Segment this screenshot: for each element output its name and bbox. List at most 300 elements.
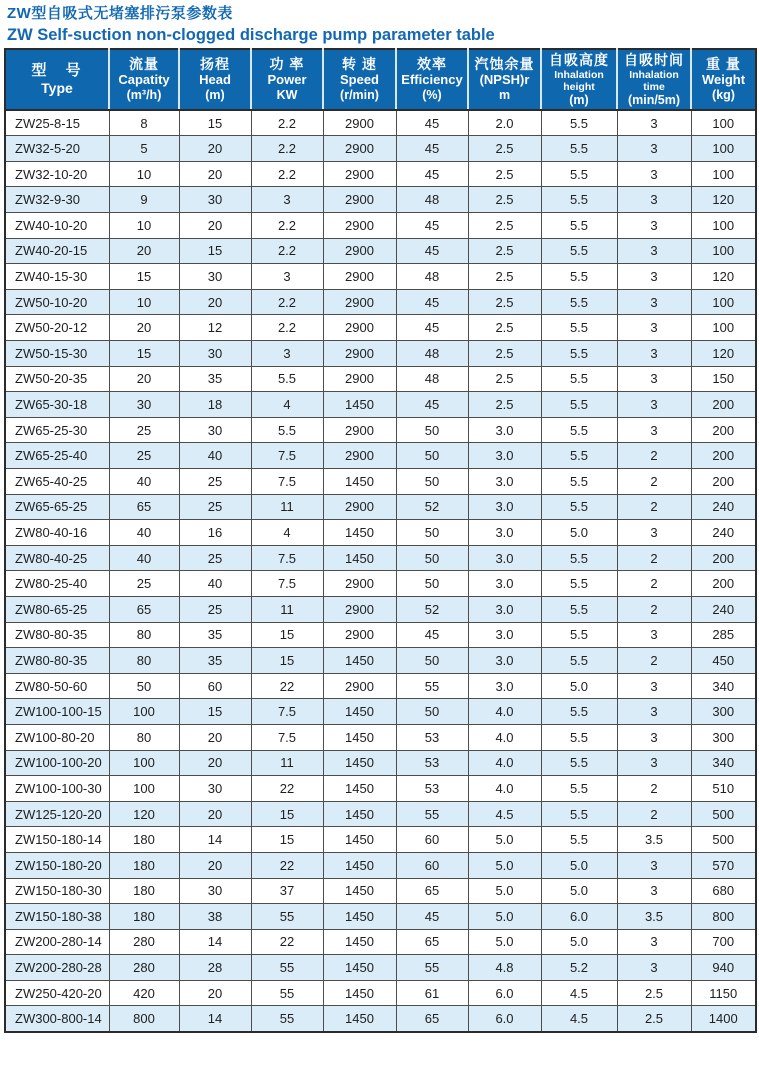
cell: 7.5 xyxy=(251,699,323,725)
cell: 7.5 xyxy=(251,545,323,571)
cell: 3 xyxy=(617,699,691,725)
cell: 240 xyxy=(691,596,756,622)
cell: 5.0 xyxy=(541,878,617,904)
cell: 52 xyxy=(396,494,468,520)
cell: 4 xyxy=(251,392,323,418)
cell: 11 xyxy=(251,596,323,622)
cell: 15 xyxy=(179,110,251,136)
cell: 2 xyxy=(617,494,691,520)
cell: 5.0 xyxy=(541,852,617,878)
cell: 5.5 xyxy=(541,161,617,187)
cell: 2900 xyxy=(323,417,396,443)
cell: 60 xyxy=(179,673,251,699)
cell: 5.0 xyxy=(468,878,541,904)
column-header-cn: 流量 xyxy=(129,56,159,73)
cell: 50 xyxy=(396,699,468,725)
cell: 1450 xyxy=(323,520,396,546)
cell: 3 xyxy=(251,264,323,290)
cell: 450 xyxy=(691,648,756,674)
cell-type: ZW80-65-25 xyxy=(5,596,109,622)
cell: 5.5 xyxy=(541,392,617,418)
cell-type: ZW200-280-14 xyxy=(5,929,109,955)
cell: 20 xyxy=(179,724,251,750)
column-header-unit: (min/5m) xyxy=(627,92,681,107)
column-header-power xyxy=(251,49,323,110)
cell: 5.5 xyxy=(541,341,617,367)
column-header-weight xyxy=(691,49,756,110)
table-row xyxy=(5,161,756,187)
cell: 20 xyxy=(109,366,179,392)
cell-type: ZW150-180-20 xyxy=(5,852,109,878)
cell: 3.0 xyxy=(468,417,541,443)
column-header-unit: (m³/h) xyxy=(126,88,162,103)
cell: 5.0 xyxy=(468,827,541,853)
column-header-en: (NPSH)r xyxy=(479,72,530,88)
cell: 5.5 xyxy=(541,571,617,597)
cell: 18 xyxy=(179,392,251,418)
cell: 240 xyxy=(691,494,756,520)
cell: 2900 xyxy=(323,110,396,136)
cell: 2900 xyxy=(323,341,396,367)
cell: 3 xyxy=(617,520,691,546)
cell: 2900 xyxy=(323,571,396,597)
table-row xyxy=(5,929,756,955)
cell: 2 xyxy=(617,545,691,571)
table-row xyxy=(5,238,756,264)
table-row xyxy=(5,366,756,392)
cell: 2900 xyxy=(323,596,396,622)
cell: 5.5 xyxy=(541,622,617,648)
cell: 5.5 xyxy=(541,187,617,213)
cell: 14 xyxy=(179,929,251,955)
cell: 800 xyxy=(109,1006,179,1032)
cell: 6.0 xyxy=(541,904,617,930)
cell: 5.5 xyxy=(541,827,617,853)
table-row xyxy=(5,289,756,315)
cell: 5.5 xyxy=(541,596,617,622)
cell: 3 xyxy=(251,341,323,367)
cell: 2.5 xyxy=(468,392,541,418)
cell: 20 xyxy=(179,289,251,315)
table-row xyxy=(5,724,756,750)
cell: 200 xyxy=(691,469,756,495)
cell: 3.0 xyxy=(468,622,541,648)
cell: 20 xyxy=(179,213,251,239)
cell: 180 xyxy=(109,827,179,853)
cell: 22 xyxy=(251,673,323,699)
cell: 3 xyxy=(617,392,691,418)
cell: 3 xyxy=(617,289,691,315)
column-header-cn: 自吸时间 xyxy=(624,51,684,68)
cell: 14 xyxy=(179,1006,251,1032)
cell: 1450 xyxy=(323,904,396,930)
cell: 5.0 xyxy=(468,904,541,930)
cell: 14 xyxy=(179,827,251,853)
cell: 55 xyxy=(396,955,468,981)
cell: 5.5 xyxy=(541,750,617,776)
cell: 2900 xyxy=(323,622,396,648)
cell: 285 xyxy=(691,622,756,648)
cell: 3 xyxy=(617,238,691,264)
cell: 2.5 xyxy=(468,315,541,341)
cell: 2900 xyxy=(323,494,396,520)
cell: 80 xyxy=(109,648,179,674)
cell: 3 xyxy=(617,110,691,136)
cell: 40 xyxy=(109,545,179,571)
cell: 240 xyxy=(691,520,756,546)
cell: 1450 xyxy=(323,545,396,571)
cell: 7.5 xyxy=(251,571,323,597)
cell: 1450 xyxy=(323,724,396,750)
cell: 3.5 xyxy=(617,904,691,930)
cell: 2.5 xyxy=(468,341,541,367)
cell: 940 xyxy=(691,955,756,981)
cell: 30 xyxy=(179,417,251,443)
cell: 5.5 xyxy=(251,417,323,443)
cell: 3 xyxy=(617,929,691,955)
cell: 2.2 xyxy=(251,161,323,187)
cell: 2.5 xyxy=(468,136,541,162)
column-header-cn: 重 量 xyxy=(706,56,741,73)
cell: 2 xyxy=(617,571,691,597)
cell: 3 xyxy=(617,315,691,341)
column-header-unit: KW xyxy=(276,88,298,103)
column-header-en: Capatity xyxy=(118,72,170,88)
cell: 2.5 xyxy=(617,1006,691,1032)
column-header-npsh-r xyxy=(468,49,541,110)
cell-type: ZW32-10-20 xyxy=(5,161,109,187)
cell: 65 xyxy=(396,929,468,955)
table-row xyxy=(5,545,756,571)
cell: 22 xyxy=(251,776,323,802)
cell: 15 xyxy=(251,622,323,648)
cell-type: ZW80-80-35 xyxy=(5,648,109,674)
cell: 1450 xyxy=(323,955,396,981)
cell: 2900 xyxy=(323,238,396,264)
cell: 50 xyxy=(396,545,468,571)
cell: 25 xyxy=(109,443,179,469)
cell: 5.5 xyxy=(541,545,617,571)
cell: 3.0 xyxy=(468,494,541,520)
cell: 3 xyxy=(617,955,691,981)
cell-type: ZW150-180-30 xyxy=(5,878,109,904)
table-row xyxy=(5,341,756,367)
cell: 45 xyxy=(396,161,468,187)
cell: 2900 xyxy=(323,366,396,392)
cell: 15 xyxy=(109,264,179,290)
cell: 1450 xyxy=(323,469,396,495)
cell: 200 xyxy=(691,392,756,418)
cell: 10 xyxy=(109,161,179,187)
cell: 30 xyxy=(179,341,251,367)
page-title-cn: ZW型自吸式无堵塞排污泵参数表 xyxy=(7,5,233,22)
cell-type: ZW300-800-14 xyxy=(5,1006,109,1032)
cell: 65 xyxy=(396,878,468,904)
cell: 300 xyxy=(691,724,756,750)
cell: 5.0 xyxy=(468,929,541,955)
cell: 570 xyxy=(691,852,756,878)
cell: 1400 xyxy=(691,1006,756,1032)
cell-type: ZW150-180-38 xyxy=(5,904,109,930)
cell: 15 xyxy=(251,648,323,674)
cell: 2.2 xyxy=(251,136,323,162)
cell: 16 xyxy=(179,520,251,546)
cell: 30 xyxy=(179,187,251,213)
column-header-en: Speed xyxy=(339,72,379,88)
cell: 50 xyxy=(396,571,468,597)
table-row xyxy=(5,596,756,622)
cell: 2900 xyxy=(323,443,396,469)
column-header-capatity xyxy=(109,49,179,110)
cell: 65 xyxy=(109,494,179,520)
cell: 3.0 xyxy=(468,648,541,674)
cell: 55 xyxy=(251,980,323,1006)
cell: 50 xyxy=(396,520,468,546)
column-header-type xyxy=(5,49,109,110)
column-header-unit: m xyxy=(498,88,511,103)
cell: 45 xyxy=(396,238,468,264)
cell: 2 xyxy=(617,648,691,674)
cell: 2900 xyxy=(323,264,396,290)
cell-type: ZW80-40-25 xyxy=(5,545,109,571)
cell: 2900 xyxy=(323,673,396,699)
cell: 50 xyxy=(396,417,468,443)
table-row xyxy=(5,801,756,827)
table-row xyxy=(5,443,756,469)
cell: 3 xyxy=(617,366,691,392)
cell-type: ZW80-25-40 xyxy=(5,571,109,597)
cell: 3.5 xyxy=(617,827,691,853)
cell: 12 xyxy=(179,315,251,341)
cell: 45 xyxy=(396,315,468,341)
cell: 100 xyxy=(691,289,756,315)
column-header-en: Type xyxy=(41,80,73,97)
cell: 180 xyxy=(109,878,179,904)
cell: 510 xyxy=(691,776,756,802)
cell: 4 xyxy=(251,520,323,546)
cell: 500 xyxy=(691,801,756,827)
table-row xyxy=(5,648,756,674)
cell: 700 xyxy=(691,929,756,955)
cell: 60 xyxy=(396,827,468,853)
table-row xyxy=(5,417,756,443)
cell: 100 xyxy=(691,213,756,239)
cell: 15 xyxy=(251,827,323,853)
cell: 5.0 xyxy=(541,673,617,699)
table-row xyxy=(5,776,756,802)
cell: 1450 xyxy=(323,827,396,853)
cell: 120 xyxy=(691,341,756,367)
column-header-en: Weight xyxy=(701,72,746,88)
cell: 100 xyxy=(691,161,756,187)
cell: 5.5 xyxy=(541,289,617,315)
cell: 340 xyxy=(691,673,756,699)
cell: 52 xyxy=(396,596,468,622)
table-row xyxy=(5,955,756,981)
cell-type: ZW65-30-18 xyxy=(5,392,109,418)
cell: 3 xyxy=(617,852,691,878)
page-title-en: ZW Self-suction non-clogged discharge pump parameter table xyxy=(7,25,495,44)
column-header-cn: 效率 xyxy=(417,56,447,73)
cell: 100 xyxy=(109,776,179,802)
cell: 55 xyxy=(396,801,468,827)
cell-type: ZW50-20-35 xyxy=(5,366,109,392)
cell: 4.0 xyxy=(468,750,541,776)
cell: 30 xyxy=(179,878,251,904)
cell: 200 xyxy=(691,545,756,571)
cell: 28 xyxy=(179,955,251,981)
cell: 5.5 xyxy=(251,366,323,392)
cell-type: ZW40-15-30 xyxy=(5,264,109,290)
cell: 60 xyxy=(396,852,468,878)
cell: 800 xyxy=(691,904,756,930)
cell: 30 xyxy=(179,264,251,290)
column-header-cn: 汽蚀余量 xyxy=(474,56,535,73)
cell: 340 xyxy=(691,750,756,776)
cell: 7.5 xyxy=(251,469,323,495)
cell-type: ZW100-80-20 xyxy=(5,724,109,750)
cell: 4.5 xyxy=(541,1006,617,1032)
column-header-cn: 转 速 xyxy=(342,56,377,73)
cell: 20 xyxy=(179,750,251,776)
cell: 2900 xyxy=(323,213,396,239)
column-header-cn: 型 号 xyxy=(31,62,83,80)
column-header-unit: (r/min) xyxy=(340,88,379,103)
cell: 3 xyxy=(617,187,691,213)
cell: 5.5 xyxy=(541,469,617,495)
cell: 2.5 xyxy=(468,187,541,213)
table-row xyxy=(5,494,756,520)
cell: 200 xyxy=(691,443,756,469)
cell: 25 xyxy=(179,545,251,571)
cell: 3 xyxy=(617,213,691,239)
column-header-en: Head xyxy=(199,72,231,88)
cell: 2900 xyxy=(323,289,396,315)
cell: 3.0 xyxy=(468,520,541,546)
cell: 3 xyxy=(617,417,691,443)
cell-type: ZW50-10-20 xyxy=(5,289,109,315)
cell: 3.0 xyxy=(468,469,541,495)
cell-type: ZW50-15-30 xyxy=(5,341,109,367)
cell: 5.5 xyxy=(541,213,617,239)
cell: 100 xyxy=(109,750,179,776)
cell: 50 xyxy=(396,648,468,674)
cell: 5.5 xyxy=(541,238,617,264)
cell-type: ZW65-40-25 xyxy=(5,469,109,495)
column-header-unit: (kg) xyxy=(712,88,735,103)
cell: 2 xyxy=(617,776,691,802)
cell: 5.0 xyxy=(541,520,617,546)
title-block xyxy=(0,0,759,44)
cell: 5.2 xyxy=(541,955,617,981)
cell: 200 xyxy=(691,571,756,597)
cell: 2900 xyxy=(323,136,396,162)
cell: 3 xyxy=(617,673,691,699)
cell: 3.0 xyxy=(468,596,541,622)
column-header-cn: 自吸高度 xyxy=(549,51,609,68)
cell: 20 xyxy=(109,238,179,264)
table-row xyxy=(5,187,756,213)
table-header xyxy=(5,49,756,110)
cell: 5 xyxy=(109,136,179,162)
cell: 2.2 xyxy=(251,238,323,264)
cell: 1450 xyxy=(323,801,396,827)
cell: 37 xyxy=(251,878,323,904)
cell: 30 xyxy=(179,776,251,802)
cell: 4.5 xyxy=(468,801,541,827)
cell: 15 xyxy=(179,238,251,264)
cell: 80 xyxy=(109,724,179,750)
cell: 2900 xyxy=(323,187,396,213)
cell: 22 xyxy=(251,929,323,955)
cell: 20 xyxy=(179,852,251,878)
cell: 50 xyxy=(396,469,468,495)
cell: 5.0 xyxy=(468,852,541,878)
cell: 8 xyxy=(109,110,179,136)
cell: 38 xyxy=(179,904,251,930)
cell: 5.0 xyxy=(541,929,617,955)
cell: 45 xyxy=(396,289,468,315)
cell: 2.2 xyxy=(251,110,323,136)
cell: 5.5 xyxy=(541,417,617,443)
cell-type: ZW65-25-30 xyxy=(5,417,109,443)
cell: 2.5 xyxy=(468,366,541,392)
cell: 2.5 xyxy=(468,289,541,315)
cell: 2.2 xyxy=(251,315,323,341)
table-row xyxy=(5,980,756,1006)
cell: 4.0 xyxy=(468,699,541,725)
column-header-head xyxy=(179,49,251,110)
cell: 1450 xyxy=(323,878,396,904)
cell: 3.0 xyxy=(468,545,541,571)
cell: 5.5 xyxy=(541,136,617,162)
cell: 65 xyxy=(396,1006,468,1032)
table-body xyxy=(5,110,756,1031)
cell: 2900 xyxy=(323,315,396,341)
cell: 1450 xyxy=(323,929,396,955)
cell: 300 xyxy=(691,699,756,725)
cell: 55 xyxy=(251,904,323,930)
cell: 25 xyxy=(109,417,179,443)
cell: 100 xyxy=(109,699,179,725)
cell: 420 xyxy=(109,980,179,1006)
cell: 6.0 xyxy=(468,1006,541,1032)
cell: 5.5 xyxy=(541,264,617,290)
cell: 100 xyxy=(691,238,756,264)
cell: 100 xyxy=(691,315,756,341)
cell: 2 xyxy=(617,801,691,827)
table-row xyxy=(5,699,756,725)
cell: 35 xyxy=(179,366,251,392)
cell: 100 xyxy=(691,110,756,136)
cell: 40 xyxy=(179,571,251,597)
cell: 1450 xyxy=(323,750,396,776)
cell: 10 xyxy=(109,289,179,315)
cell: 2 xyxy=(617,596,691,622)
cell: 20 xyxy=(179,980,251,1006)
cell: 48 xyxy=(396,264,468,290)
table-row xyxy=(5,673,756,699)
cell-type: ZW100-100-15 xyxy=(5,699,109,725)
cell-type: ZW250-420-20 xyxy=(5,980,109,1006)
cell-type: ZW65-25-40 xyxy=(5,443,109,469)
cell: 53 xyxy=(396,776,468,802)
cell: 5.5 xyxy=(541,110,617,136)
cell: 4.0 xyxy=(468,724,541,750)
cell: 45 xyxy=(396,213,468,239)
table-row xyxy=(5,520,756,546)
cell: 50 xyxy=(396,443,468,469)
